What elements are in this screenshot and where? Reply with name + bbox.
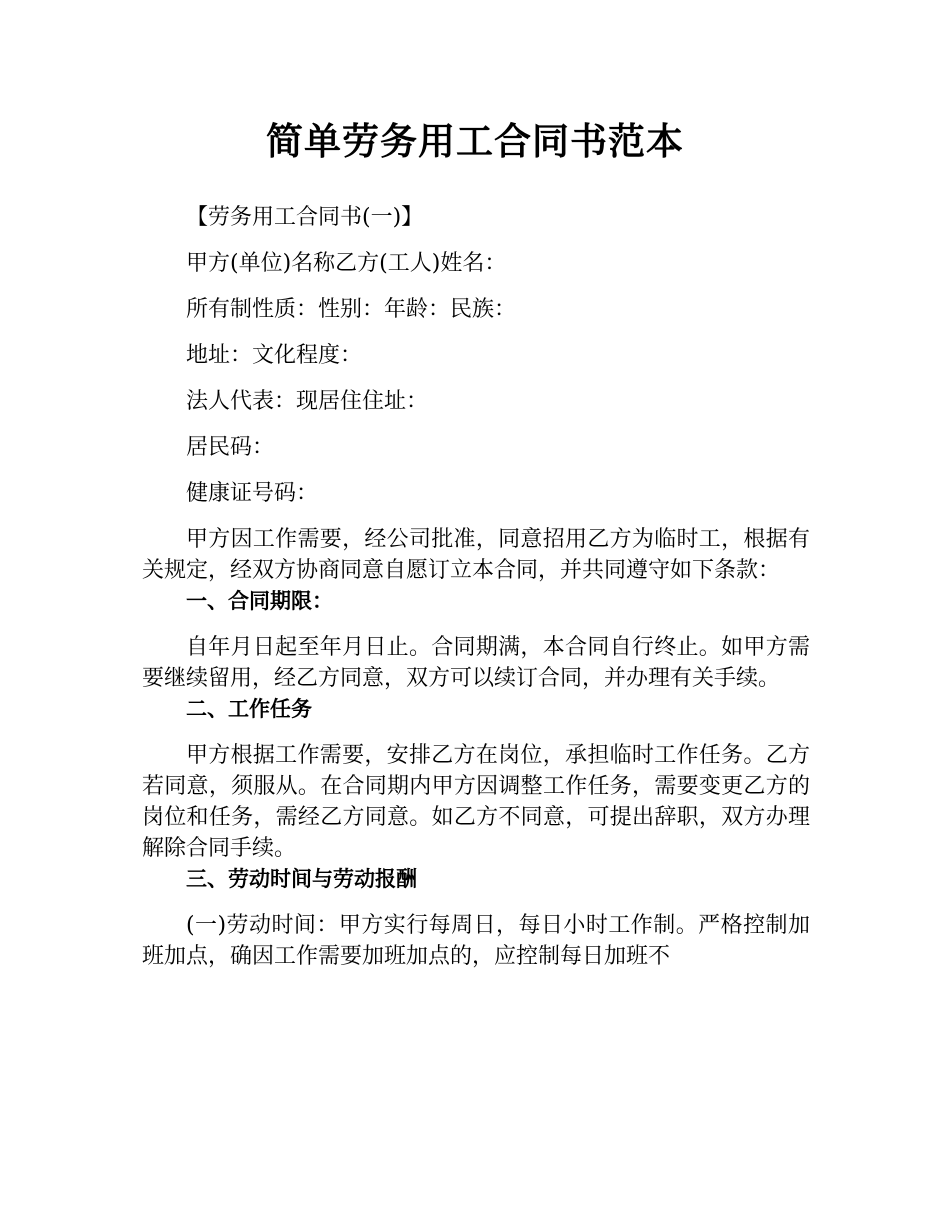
section-3-text: (一)劳动时间：甲方实行每周日，每日小时工作制。严格控制加班加点，确因工作需要加班加点的，应控制每日加班不: [142, 913, 810, 969]
document-body: [142, 202, 810, 972]
field-ownership-gender-age: 所有制性质：性别：年龄：民族：: [186, 297, 517, 322]
section-2-heading: 二、工作任务: [186, 697, 312, 721]
intro-paragraph: 甲方因工作需要，经公司批准，同意招用乙方为临时工，根据有关规定，经双方协商同意自愿订立本合同，并共同遵守如下条款：: [142, 527, 810, 583]
section-3-heading: 三、劳动时间与劳动报酬: [186, 867, 417, 891]
field-health-certificate: 健康证号码：: [186, 481, 319, 506]
field-resident-code: 居民码：: [186, 435, 275, 460]
contract-subtitle: 【劳务用工合同书(一)】: [186, 205, 424, 230]
section-2-text: 甲方根据工作需要，安排乙方在岗位，承担临时工作任务。乙方若同意，须服从。在合同期内甲方因调整工作任务，需要变更乙方的岗位和任务，需经乙方同意。如乙方不同意，可提出辞职，双方办理解除合同手续。: [142, 743, 810, 861]
field-legal-rep-residence: 法人代表：现居住住址：: [186, 389, 429, 414]
field-address-education: 地址：文化程度：: [186, 343, 363, 368]
field-party-names: 甲方(单位)名称乙方(工人)姓名：: [186, 251, 507, 276]
section-1-heading: 一、合同期限：: [186, 589, 333, 613]
document-title: 简单劳务用工合同书范本: [266, 120, 684, 163]
section-1-text: 自年月日起至年月日止。合同期满，本合同自行终止。如甲方需要继续留用，经乙方同意，双方可以续订合同，并办理有关手续。: [142, 635, 810, 691]
